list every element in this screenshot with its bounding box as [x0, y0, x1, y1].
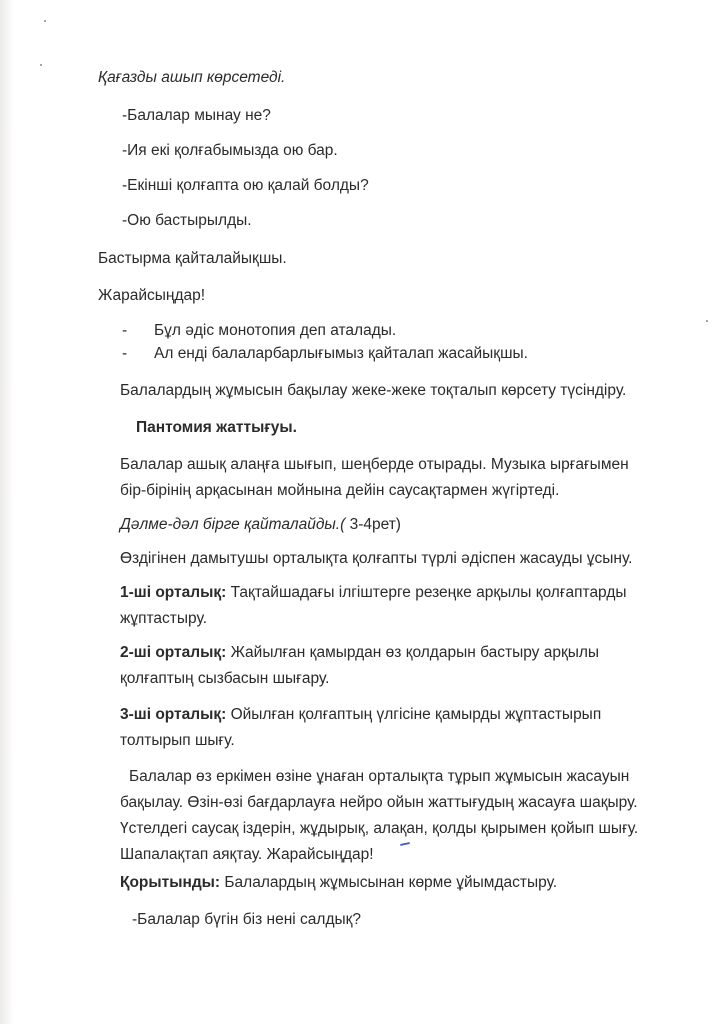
- center-label: 1-ші орталық:: [120, 584, 227, 601]
- scan-speck: [44, 20, 46, 22]
- bullet-marker: -: [122, 345, 128, 362]
- center-text: Ойылған қолғаптың үлгісіне қамырды жұптастырып: [226, 706, 602, 723]
- bullet-text: Ал енді балаларбарлығымыз қайталап жасайықшы.: [154, 345, 528, 362]
- paragraph-line: Үстелдегі саусақ іздерін, жұдырық, алақан, қолды қырымен қойып шығу.: [120, 820, 639, 837]
- text-line: Балалардың жұмысын бақылау жеке-жеке тоқталып көрсету түсіндіру.: [120, 382, 627, 399]
- center-label: 3-ші орталық:: [120, 706, 227, 723]
- dialog-line: -Балалар мынау не?: [122, 107, 271, 124]
- conclusion-label: Қорытынды:: [120, 874, 221, 891]
- paragraph-line: Шапалақтап аяқтау. Жарайсыңдар!: [120, 846, 374, 863]
- repeat-line: [120, 515, 401, 535]
- section-heading: Пантомия жаттығуы.: [136, 419, 297, 436]
- center-text: Тақтайшадағы ілгіштерге резеңке арқылы қолғаптарды: [226, 584, 627, 601]
- paragraph: [120, 452, 629, 504]
- text-line: Жарайсыңдар!: [98, 287, 206, 304]
- center-1: [120, 580, 627, 632]
- intro-line: Қағазды ашып көрсетеді.: [98, 69, 286, 86]
- center-3: [120, 702, 601, 754]
- scan-speck: [40, 64, 42, 66]
- bullet-item: [122, 321, 396, 341]
- paragraph-line: Балалар ашық алаңға шығып, шеңберде отырады. Музыка ырғағымен: [120, 456, 629, 473]
- scan-edge: [0, 0, 14, 1024]
- center-text: жұптастыру.: [120, 610, 207, 627]
- center-label: 2-ші орталық:: [120, 644, 227, 661]
- center-2: [120, 640, 599, 692]
- paragraph-line: Балалар өз еркімен өзіне ұнаған орталықта тұрып жұмысын жасауын: [129, 768, 630, 785]
- conclusion-line: [120, 873, 557, 893]
- repeat-italic: Дәлме-дәл бірге қайталайды.(: [120, 516, 346, 533]
- paragraph-line: бір-бірінің арқасынан мойнына дейін саусақтармен жүгіртеді.: [120, 482, 560, 499]
- center-text: Жайылған қамырдан өз қолдарын бастыру арқылы: [226, 644, 600, 661]
- dialog-line: -Ою бастырылды.: [122, 212, 252, 229]
- text-line: Бастырма қайталайықшы.: [98, 250, 287, 267]
- closing-question: -Балалар бүгін біз нені салдық?: [132, 911, 362, 928]
- text-line: Өздігінен дамытушы орталықта қолғапты түрлі әдіспен жасауды ұсыну.: [120, 550, 633, 567]
- center-text: қолғаптың сызбасын шығару.: [120, 670, 330, 687]
- dialog-line: -Екінші қолғапта ою қалай болды?: [122, 177, 369, 194]
- repeat-count: 3-4рет): [345, 516, 401, 533]
- bullet-item: [122, 344, 528, 364]
- paragraph-line: бақылау. Өзін-өзі бағдарлауға нейро ойын жаттығудың жасауға шақыру.: [120, 794, 638, 811]
- dialog-line: -Ия екі қолғабымызда ою бар.: [122, 142, 338, 159]
- bullet-marker: -: [122, 322, 128, 339]
- center-text: толтырып шығу.: [120, 732, 235, 749]
- bullet-text: Бұл әдіс монотопия деп аталады.: [154, 322, 397, 339]
- conclusion-text: Балалардың жұмысынан көрме ұйымдастыру.: [220, 874, 558, 891]
- paragraph: [120, 764, 638, 868]
- scan-speck: [706, 320, 708, 322]
